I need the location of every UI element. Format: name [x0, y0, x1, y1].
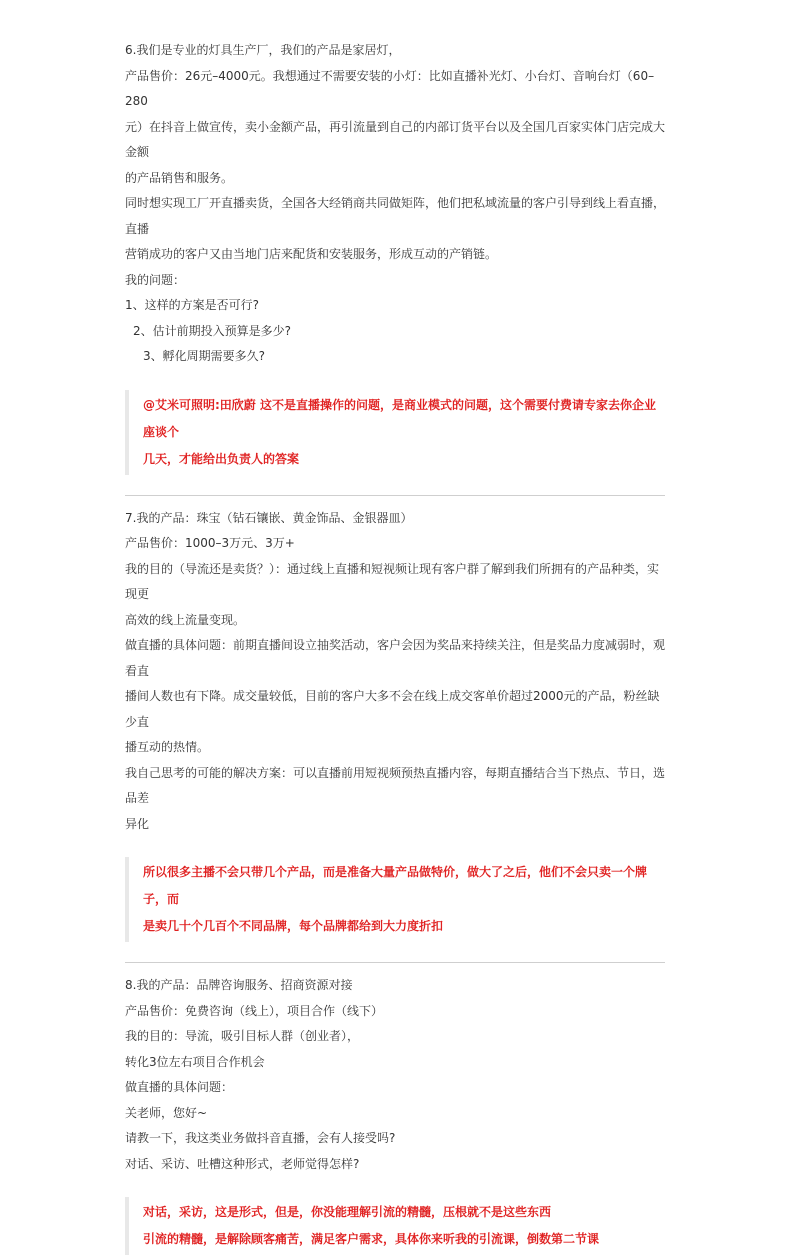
- section-8-product: 8.我的产品：品牌咨询服务、招商资源对接: [125, 978, 353, 992]
- section-8-question-1: 请教一下，我这类业务做抖音直播，会有人接受吗?: [125, 1131, 396, 1145]
- section-6-question-2: 2、估计前期投入预算是多少?: [133, 323, 292, 338]
- section-7-problem-line-2: 播间人数也有下降。成交量较低，目前的客户大多不会在线上成交客单价超过2000元的产品，粉丝缺少直: [125, 689, 660, 729]
- section-6-my-questions: 我的问题：: [125, 272, 186, 287]
- section-7-problem-line-1: 做直播的具体问题：前期直播间设立抽奖活动，客户会因为奖品来持续关注，但是奖品力度减弱时，观看直: [125, 638, 666, 678]
- section-7-reply-line-2: 是卖几十个几百个不同品牌，每个品牌都给到大力度折扣: [143, 919, 444, 933]
- section-6-reply-line-2: 几天，才能给出负责人的答案: [143, 451, 300, 466]
- section-7-price: 产品售价：1000–3万元、3万+: [125, 536, 295, 550]
- section-7-product: 7.我的产品：珠宝（钻石镶嵌、黄金饰品、金银器皿）: [125, 510, 413, 525]
- section-7-goal-line-2: 高效的线上流量变现。: [125, 612, 246, 627]
- section-7-solution-line-2: 异化: [125, 816, 150, 831]
- section-8-goal: 我的目的：导流，吸引目标人群（创业者），: [125, 1029, 360, 1043]
- section-7: [125, 506, 665, 943]
- section-8-reply-line-1: 对话，采访，这是形式，但是，你没能理解引流的精髓，压根就不是这些东西: [143, 1205, 552, 1219]
- section-7-solution-line-1: 我自己思考的可能的解决方案：可以直播前用短视频预热直播内容，每期直播结合当下热点、节日，选品差: [125, 765, 666, 805]
- section-6-price-line-1: 产品售价：26元–4000元。我想通过不需要安装的小灯：比如直播补光灯、小台灯、音响台灯（60–280: [125, 68, 655, 108]
- section-7-reply-line-1: 所以很多主播不会只带几个产品，而是准备大量产品做特价，做大了之后，他们不会只卖一个牌子，而: [143, 865, 648, 906]
- section-6-question-3: 3、孵化周期需要多久?: [143, 349, 266, 363]
- section-6-question-1: 1、这样的方案是否可行?: [125, 298, 260, 312]
- section-8-greeting: 关老师，您好~: [125, 1105, 208, 1120]
- section-8-price: 产品售价：免费咨询（线上），项目合作（线下）: [125, 1003, 384, 1018]
- section-7-problem-line-3: 播互动的热情。: [125, 740, 210, 754]
- section-8-reply-line-2: 引流的精髓，是解除顾客痛苦，满足客户需求，具体你来听我的引流课，倒数第二节课: [143, 1232, 600, 1246]
- section-6-plan-line-1: 同时想实现工厂开直播卖货，全国各大经销商共同做矩阵，他们把私域流量的客户引导到线上看直播，直播: [125, 196, 666, 236]
- section-6: [125, 38, 665, 475]
- section-7-reply: [125, 857, 665, 942]
- section-divider: [125, 495, 665, 496]
- section-8-reply: [125, 1197, 665, 1255]
- section-6-plan-line-2: 营销成功的客户又由当地门店来配货和安装服务，形成互动的产销链。: [125, 247, 498, 261]
- section-6-reply: [125, 390, 665, 475]
- document-page: [125, 38, 665, 1255]
- section-divider: [125, 962, 665, 963]
- section-8-problem-label: 做直播的具体问题：: [125, 1080, 234, 1094]
- section-6-price-line-3: 的产品销售和服务。: [125, 170, 234, 185]
- section-6-price-line-2: 元）在抖音上做宣传，卖小金额产品，再引流量到自己的内部订货平台以及全国几百家实体门店完成大金额: [125, 119, 666, 159]
- section-8-question-2: 对话、采访、吐槽这种形式，老师觉得怎样?: [125, 1156, 360, 1171]
- section-8: [125, 973, 665, 1255]
- section-7-goal-line-1: 我的目的（导流还是卖货？）：通过线上直播和短视频让现有客户群了解到我们所拥有的产品种类，实现更: [125, 561, 660, 601]
- section-6-reply-line-1: @艾米可照明:田欣蔚 这不是直播操作的问题，是商业模式的问题，这个需要付费请专家去你企业座谈个: [143, 397, 656, 439]
- section-8-conversion: 转化3位左右项目合作机会: [125, 1054, 265, 1069]
- section-6-question-title: 6.我们是专业的灯具生产厂，我们的产品是家居灯，: [125, 43, 401, 57]
